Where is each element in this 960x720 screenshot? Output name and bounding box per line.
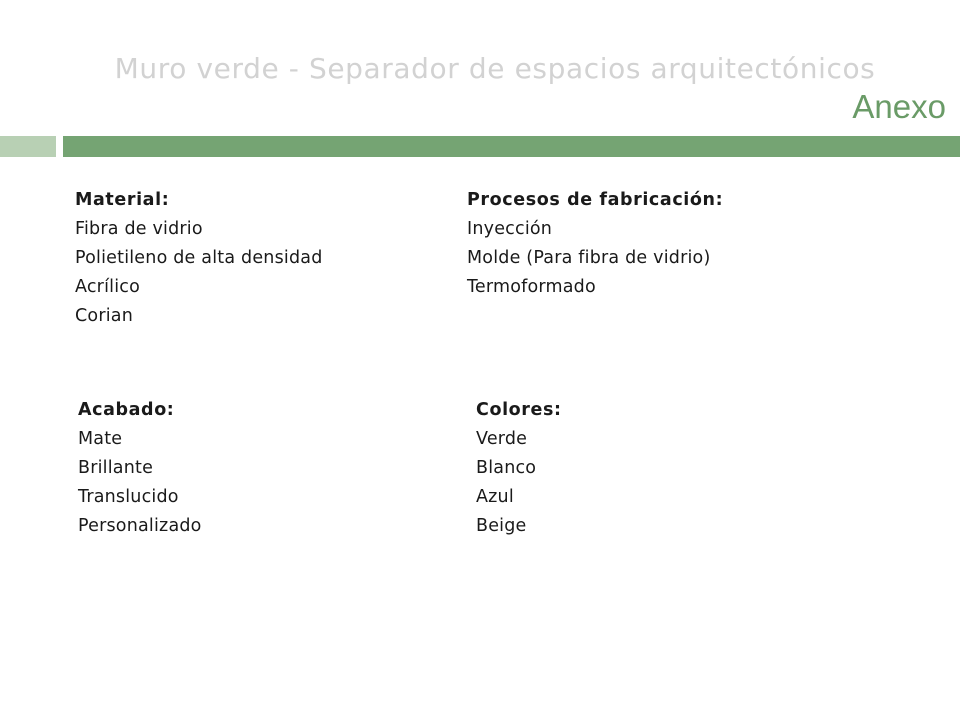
acabado-item: Translucido [78,487,179,507]
colores-section [476,396,562,541]
colores-item: Azul [476,487,514,507]
header-bar [63,136,960,157]
procesos-section [467,186,723,302]
acabado-heading: Acabado: [78,400,175,420]
colores-item: Blanco [476,458,537,478]
acabado-item: Brillante [78,458,154,478]
acabado-item: Mate [78,429,123,449]
colores-heading: Colores: [476,400,562,420]
procesos-heading: Procesos de fabricación: [467,190,724,210]
material-section [75,186,323,331]
material-item: Corian [75,306,133,326]
slide-subtitle: Anexo [852,88,946,125]
header-bar-accent [0,136,56,157]
material-item: Acrílico [75,277,140,297]
acabado-item: Personalizado [78,516,202,536]
procesos-item: Termoformado [467,277,596,297]
acabado-section [78,396,202,541]
procesos-item: Inyección [467,219,553,239]
slide-title: Muro verde - Separador de espacios arquitectónicos [114,52,876,85]
colores-item: Beige [476,516,527,536]
material-item: Fibra de vidrio [75,219,203,239]
material-heading: Material: [75,190,170,210]
material-item: Polietileno de alta densidad [75,248,323,268]
colores-item: Verde [476,429,528,449]
procesos-item: Molde (Para fibra de vidrio) [467,248,711,268]
